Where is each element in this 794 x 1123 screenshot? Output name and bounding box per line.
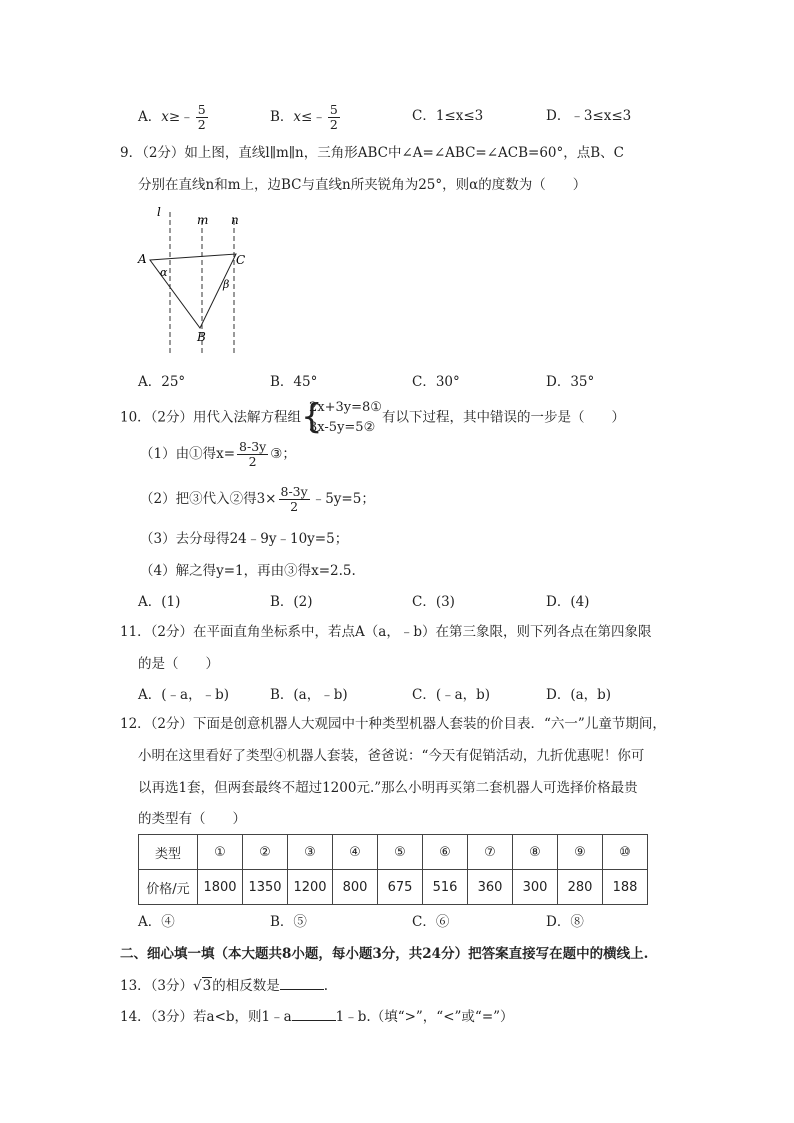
q9-line2: 分别在直线n和m上，边BC与直线n所夹锐角为25°，则α的度数为（ ） — [138, 177, 587, 193]
price-table — [138, 834, 648, 905]
q8-option-c: C．1≤x≤3 — [412, 108, 484, 124]
q10-option-c: C．(3) — [412, 594, 455, 610]
q8-option-a: A．x≥﹣ $\frac{5}{2}$ — [138, 102, 206, 132]
price-cell: 360 — [468, 870, 513, 905]
label-n: n — [231, 213, 239, 227]
header-type: 类型 — [139, 835, 198, 870]
label-beta: β — [223, 278, 230, 291]
q9-option-a: A．25° — [138, 374, 186, 390]
price-cell: 1350 — [243, 870, 288, 905]
type-cell: ⑧ — [513, 835, 558, 870]
sqrt-expression: √3 — [193, 978, 212, 994]
type-cell: ⑩ — [603, 835, 648, 870]
label-c: C — [236, 253, 246, 267]
q10-step3: （3）去分母得24﹣9y﹣10y=5； — [140, 531, 349, 547]
type-cell: ④ — [333, 835, 378, 870]
q11-line2: 的是（ ） — [138, 656, 219, 672]
type-cell: ③ — [288, 835, 333, 870]
q9-option-c: C．30° — [412, 374, 460, 390]
q8-option-b: B．x≤﹣ $\frac{5}{2}$ — [270, 102, 338, 132]
type-cell: ⑨ — [558, 835, 603, 870]
q12-option-b: B．⑤ — [270, 914, 307, 930]
q10-step4: （4）解之得y=1，再由③得x=2.5. — [140, 563, 356, 579]
price-cell: 675 — [378, 870, 423, 905]
price-cell: 188 — [603, 870, 648, 905]
q12-line1: 12．（2分）下面是创意机器人大观园中十种类型机器人套装的价目表．“六一”儿童节期间， — [120, 716, 666, 732]
price-cell: 516 — [423, 870, 468, 905]
type-cell: ⑥ — [423, 835, 468, 870]
type-cell: ⑤ — [378, 835, 423, 870]
q9-line1: 9．（2分）如上图，直线l∥m∥n，三角形ABC中∠A=∠ABC=∠ACB=60°，点B、C — [120, 145, 625, 161]
price-cell: 1200 — [288, 870, 333, 905]
label-l: l — [157, 205, 161, 219]
q12-line2: 小明在这里看好了类型④机器人套装，爸爸说：“今天有促销活动，九折优惠呢！你可 — [138, 748, 645, 764]
q11-option-a: A．(﹣a，﹣b) — [138, 687, 229, 703]
header-price: 价格/元 — [139, 870, 198, 905]
q10-step1: （1）由①得x= $\frac{8-3y}{2}$ ③； — [140, 439, 296, 469]
q10-step2: （2）把③代入②得3× $\frac{8-3y}{2}$ ﹣5y=5； — [140, 484, 375, 514]
label-a: A — [138, 252, 147, 266]
q11-line1: 11．（2分）在平面直角坐标系中，若点A（a，﹣b）在第三象限，则下列各点在第四象限 — [120, 624, 652, 640]
table-row-types — [139, 835, 648, 870]
q10-stem: 10．（2分）用代入法解方程组 { 2x+3y=8① 3x-5y=5② 有以下过程，其中错误的一步是（ ） — [120, 397, 625, 437]
q8-option-d: D．﹣3≤x≤3 — [546, 108, 632, 124]
price-cell: 300 — [513, 870, 558, 905]
type-cell: ⑦ — [468, 835, 513, 870]
q8-a-fraction: $\frac{5}{2}$ — [197, 102, 206, 132]
q14: 14．（3分）若a<b，则1﹣a 1﹣b.（填“>”，“<”或“=”） — [120, 1006, 514, 1027]
label-m: m — [197, 213, 209, 227]
price-cell: 1800 — [198, 870, 243, 905]
q12-option-c: C．⑥ — [412, 914, 450, 930]
q12-line3: 以再选1套，但两套最终不超过1200元.”那么小明再买第二套机器人可选择价格最贵 — [138, 780, 638, 796]
q11-option-d: D．(a，b) — [546, 687, 612, 703]
q10-option-d: D．(4) — [546, 594, 590, 610]
type-cell: ① — [198, 835, 243, 870]
q11-option-b: B．(a，﹣b) — [270, 687, 348, 703]
equation-system: { 2x+3y=8① 3x-5y=5② — [301, 397, 382, 437]
label-alpha: α — [160, 266, 168, 279]
q8-b-fraction: $\frac{5}{2}$ — [329, 102, 338, 132]
answer-blank[interactable] — [292, 1006, 336, 1021]
q12-line4: 的类型有（ ） — [138, 811, 246, 827]
type-cell: ② — [243, 835, 288, 870]
q11-option-c: C．(﹣a，b) — [412, 687, 491, 703]
q13: 13．（3分）√3的相反数是 . — [120, 975, 328, 996]
answer-blank[interactable] — [280, 975, 324, 990]
table-row-prices — [139, 870, 648, 905]
q9-option-b: B．45° — [270, 374, 318, 390]
q9-figure — [130, 200, 270, 360]
q9-option-d: D．35° — [546, 374, 595, 390]
price-cell: 280 — [558, 870, 603, 905]
q10-option-b: B．(2) — [270, 594, 313, 610]
q12-option-d: D．⑧ — [546, 914, 584, 930]
label-b: B — [197, 330, 206, 344]
section-2-title: 二、细心填一填（本大题共8小题，每小题3分，共24分）把答案直接写在题中的横线上. — [120, 946, 649, 962]
q12-option-a: A．④ — [138, 914, 175, 930]
q10-option-a: A．(1) — [138, 594, 181, 610]
price-cell: 800 — [333, 870, 378, 905]
